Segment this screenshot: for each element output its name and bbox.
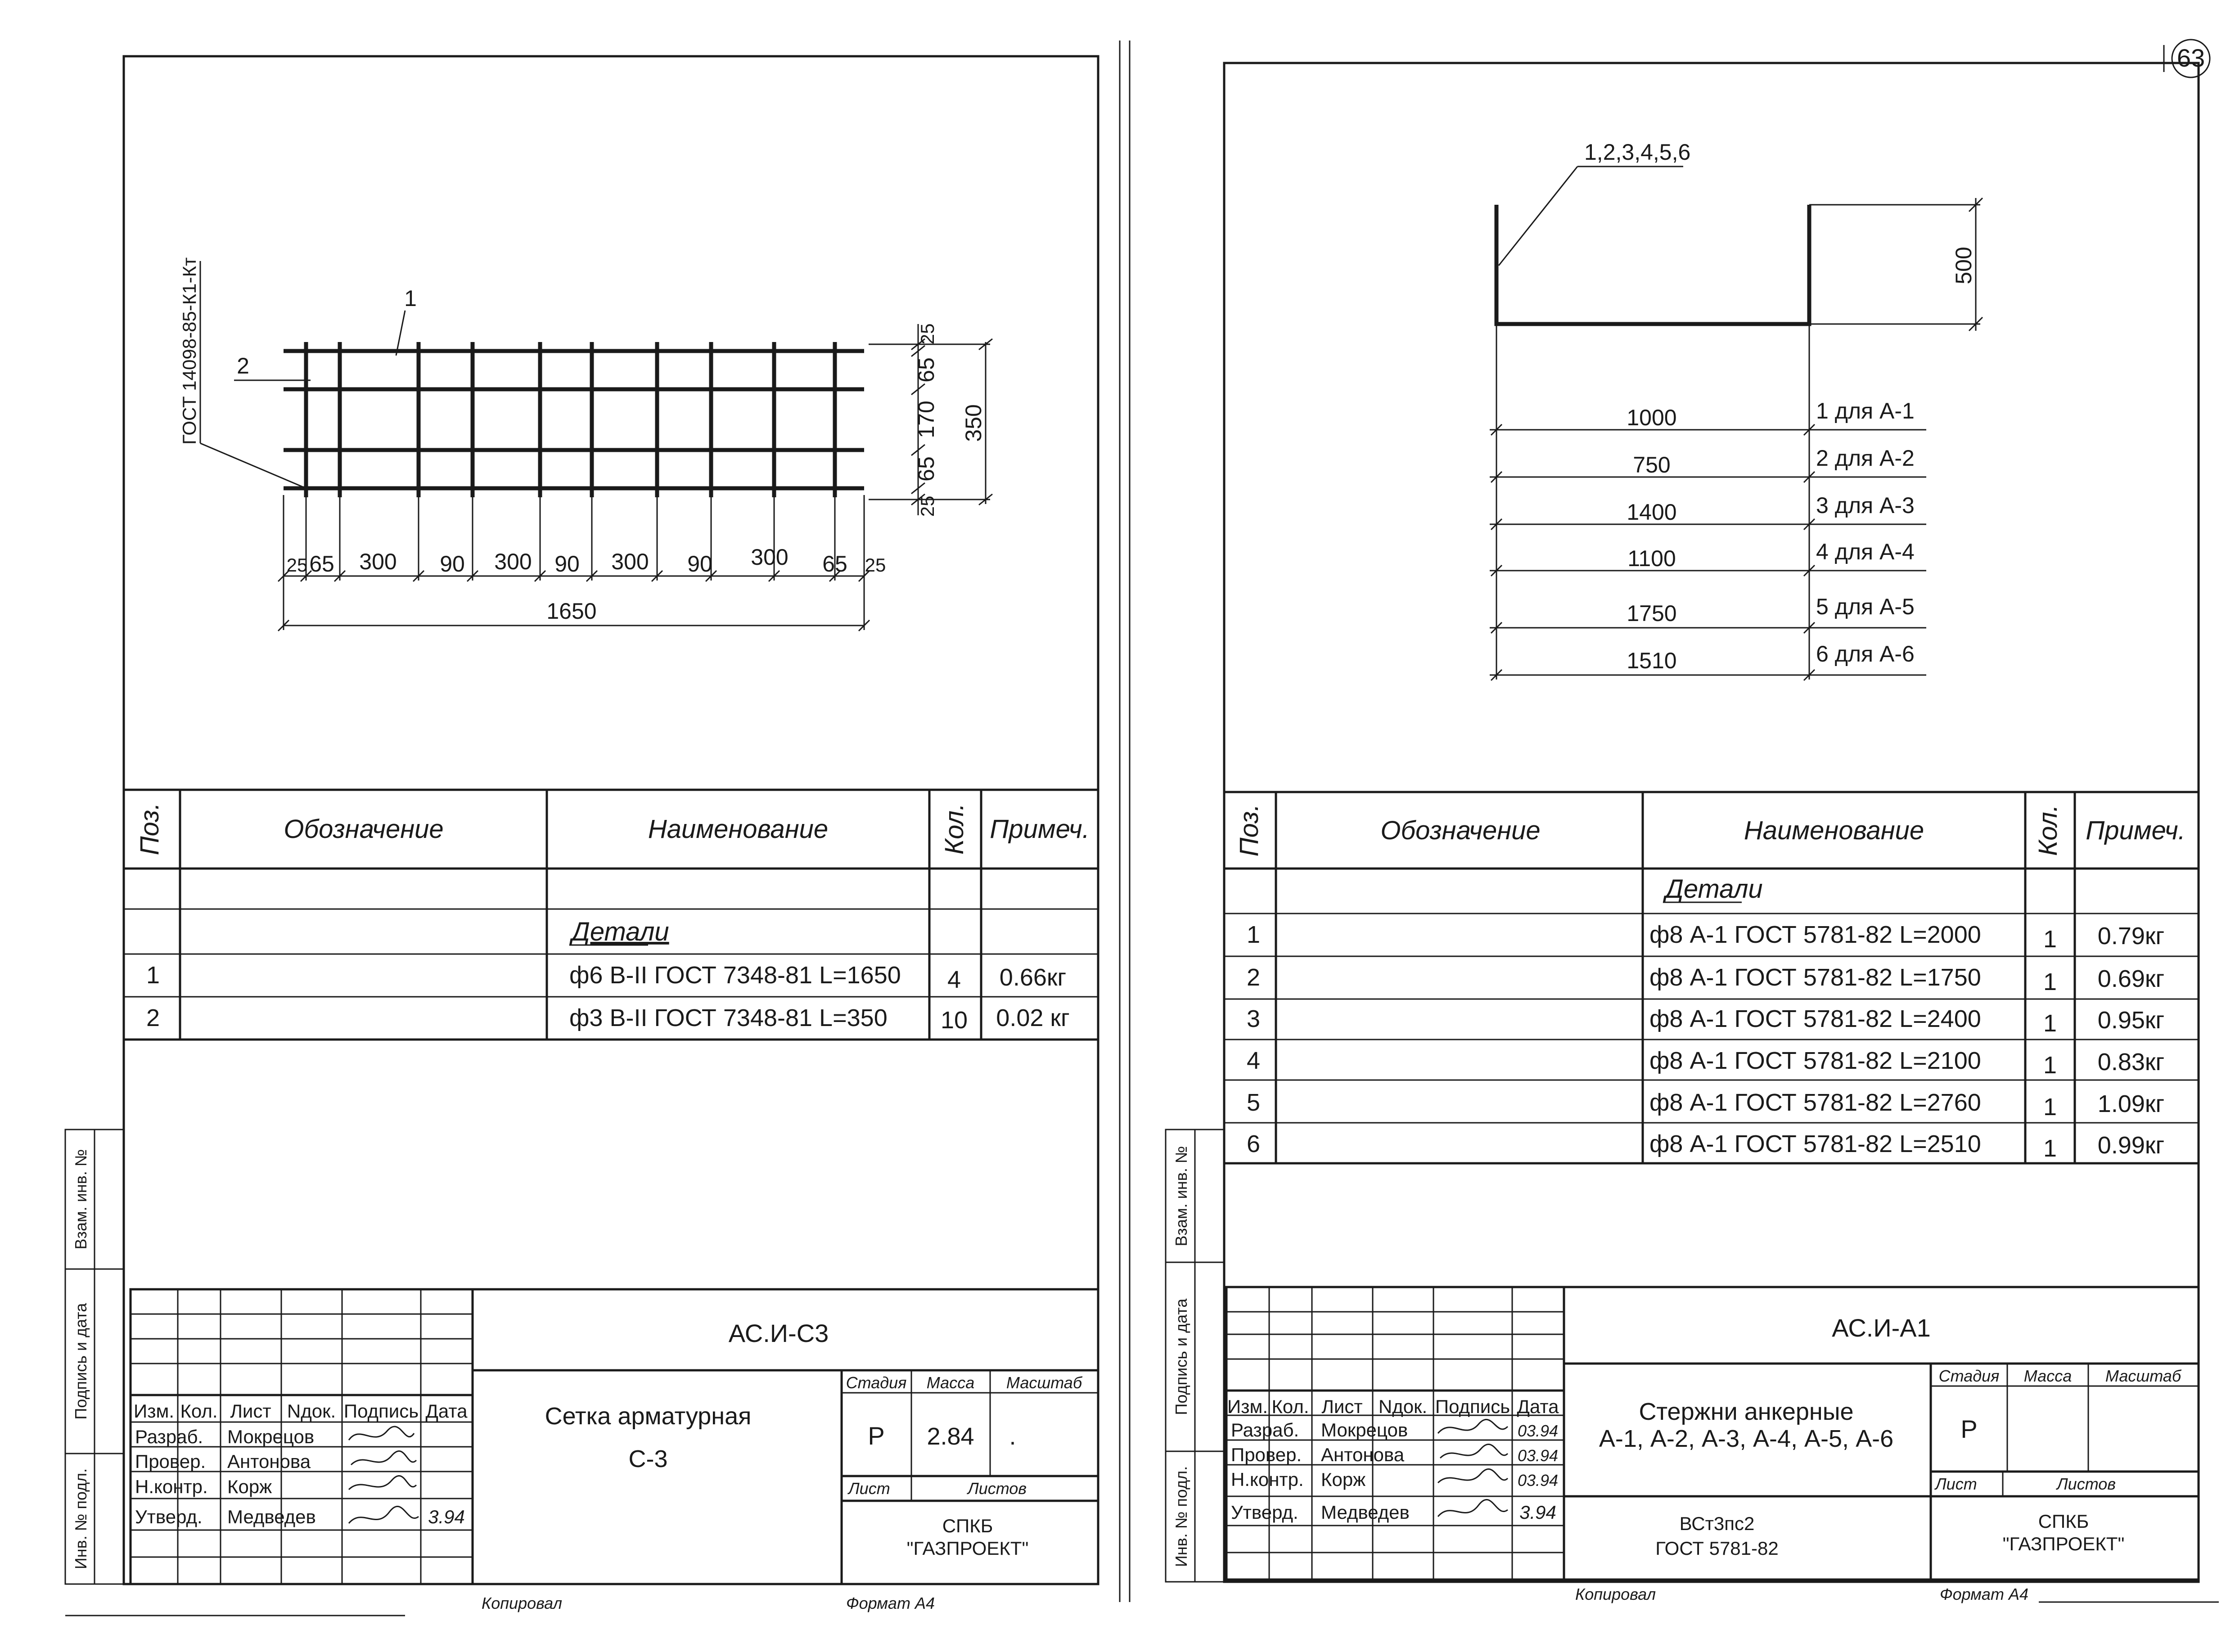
right-tb-sheets-head: Листов [2057, 1475, 2116, 1493]
right-tb-material-2: ГОСТ 5781-82 [1655, 1538, 1779, 1559]
left-tb-role-3: Н.контр. [135, 1476, 208, 1497]
rod-length-3: 1400 [1627, 500, 1677, 525]
rod-variant-6: 6 для А-6 [1816, 641, 1915, 666]
right-stamp-podpis: Подпись и дата [1172, 1298, 1190, 1415]
left-sheet [65, 56, 1098, 1612]
left-row1-name: ф6 В-II ГОСТ 7348-81 L=1650 [569, 962, 901, 989]
rod-length-1: 1000 [1627, 405, 1677, 430]
rod-variant-4: 4 для А-4 [1816, 539, 1915, 564]
left-tb-role-1: Разраб. [135, 1426, 203, 1447]
hdim-90-2: 90 [554, 551, 580, 576]
hdim-overall-1650: 1650 [546, 599, 597, 624]
left-row1-note: 0.66кг [999, 964, 1067, 991]
right-tb-scale-head: Масштаб [2105, 1367, 2181, 1385]
left-title-block [131, 1289, 1098, 1612]
left-stamp-podpis: Подпись и дата [72, 1303, 90, 1420]
left-tb-title-2: С-3 [628, 1445, 668, 1472]
hdim-300-4: 300 [751, 545, 789, 570]
right-row6-note: 0.99кг [2097, 1132, 2165, 1159]
left-tb-mass: 2.84 [927, 1423, 974, 1450]
right-th-qty: Кол. [2033, 805, 2063, 856]
vdim-65-bottom: 65 [914, 456, 939, 482]
mesh-cross-bars [306, 342, 835, 497]
left-tb-h-izm: Изм. [134, 1400, 174, 1422]
left-tb-sheets-head: Листов [968, 1479, 1027, 1498]
right-title-block [1226, 1287, 2199, 1603]
hdim-300-2: 300 [494, 549, 532, 574]
anchor-rod-shape [1496, 205, 1809, 324]
right-tb-stage-head: Стадия [1938, 1367, 2000, 1385]
right-row6-name: ф8 А-1 ГОСТ 5781-82 L=2510 [1649, 1130, 1981, 1157]
pos-label-1: 1 [404, 286, 417, 311]
left-tb-org-2: "ГАЗПРОЕКТ" [906, 1538, 1029, 1559]
left-tb-name-4: Медведев [227, 1506, 316, 1527]
right-tb-role-1: Разраб. [1231, 1419, 1299, 1440]
left-th-poz: Поз. [135, 802, 164, 855]
left-tb-stage-head: Стадия [846, 1373, 907, 1392]
left-tb-code: АС.И-С3 [728, 1319, 829, 1347]
right-tb-role-4: Утверд. [1231, 1502, 1298, 1523]
left-th-name: Наименование [648, 815, 829, 844]
signature-scribble [1440, 1444, 1508, 1458]
right-tb-org-2: "ГАЗПРОЕКТ" [2002, 1533, 2125, 1554]
right-row4-note: 0.83кг [2097, 1049, 2165, 1076]
right-tb-title-2: А-1, А-2, А-3, А-4, А-5, А-6 [1599, 1425, 1894, 1452]
mesh-drawing [179, 257, 992, 631]
vdim-25-top: 25 [917, 323, 938, 345]
left-tb-h-list: Лист [230, 1400, 271, 1422]
left-tb-scale: . [1009, 1423, 1016, 1450]
left-row2-qty: 10 [940, 1007, 968, 1034]
hdim-90-1: 90 [440, 551, 465, 576]
left-tb-date-4: 3.94 [428, 1506, 465, 1527]
pos-label-2: 2 [237, 353, 249, 378]
right-tb-date-4: 3.94 [1519, 1502, 1556, 1523]
signature-scribble [1438, 1469, 1508, 1483]
right-row5-note: 1.09кг [2097, 1090, 2165, 1117]
left-tb-scale-head: Масштаб [1006, 1373, 1082, 1392]
right-tb-h-list: Лист [1321, 1396, 1363, 1417]
left-tb-h-data: Дата [425, 1400, 468, 1422]
right-row1-qty: 1 [2043, 926, 2057, 953]
left-tb-org-1: СПКБ [942, 1515, 993, 1536]
left-tb-mass-head: Масса [926, 1373, 975, 1392]
right-row4-name: ф8 А-1 ГОСТ 5781-82 L=2100 [1649, 1047, 1981, 1074]
left-tb-name-2: Антонова [227, 1451, 311, 1472]
left-side-stamp [65, 1130, 124, 1584]
right-row5-qty: 1 [2043, 1094, 2057, 1121]
right-side-stamp [1166, 1130, 1224, 1582]
left-footer-copied: Копировал [482, 1594, 563, 1612]
hdim-25-left: 25 [286, 554, 308, 576]
left-row1-qty: 4 [947, 966, 961, 993]
page-number-text: 63 [2176, 44, 2205, 72]
left-tb-role-4: Утверд. [135, 1506, 203, 1527]
left-spec-table [124, 790, 1098, 1040]
hdim-65-right: 65 [822, 551, 847, 576]
left-tb-h-ndok: Nдок. [287, 1400, 336, 1422]
signature-scribble [349, 1476, 416, 1490]
left-tb-name-1: Мокрецов [227, 1426, 315, 1447]
right-row3-name: ф8 А-1 ГОСТ 5781-82 L=2400 [1649, 1005, 1981, 1032]
right-row6-poz: 6 [1246, 1130, 1261, 1157]
right-th-note: Примеч. [2086, 816, 2185, 845]
page-number [2164, 40, 2210, 77]
right-footer-format: Формат А4 [1940, 1585, 2028, 1603]
right-tb-date-3: 03.94 [1517, 1471, 1559, 1490]
right-tb-h-data: Дата [1517, 1396, 1559, 1417]
right-row2-qty: 1 [2043, 968, 2057, 995]
right-row1-note: 0.79кг [2097, 923, 2165, 950]
right-tb-role-3: Н.контр. [1231, 1469, 1304, 1490]
right-row3-qty: 1 [2043, 1010, 2057, 1037]
right-stamp-vzam: Взам. инв. № [1172, 1146, 1190, 1247]
right-row4-qty: 1 [2043, 1052, 2057, 1079]
left-tb-sheet-head: Лист [848, 1479, 890, 1498]
signature-scribble [1438, 1419, 1508, 1433]
signature-scribble [349, 1427, 414, 1440]
left-tb-stage: Р [868, 1422, 885, 1450]
right-tb-role-2: Провер. [1231, 1444, 1302, 1465]
right-th-poz: Поз. [1235, 804, 1264, 857]
rod-leader-label: 1,2,3,4,5,6 [1584, 140, 1691, 165]
right-row2-poz: 2 [1246, 964, 1261, 991]
right-tb-name-2: Антонова [1321, 1444, 1405, 1465]
right-stamp-inv: Инв. № подл. [1172, 1466, 1190, 1567]
left-section-details: Детали [572, 917, 669, 946]
rod-length-2: 750 [1633, 452, 1671, 477]
rod-variant-3: 3 для А-3 [1816, 493, 1915, 518]
hdim-90-3: 90 [687, 551, 712, 576]
right-tb-h-izm: Изм. [1227, 1396, 1268, 1417]
right-row6-qty: 1 [2043, 1135, 2057, 1162]
right-tb-date-1: 03.94 [1517, 1422, 1559, 1440]
right-row2-name: ф8 А-1 ГОСТ 5781-82 L=1750 [1649, 964, 1981, 991]
left-th-designation: Обозначение [284, 815, 444, 844]
right-th-designation: Обозначение [1380, 816, 1541, 845]
right-tb-sheet-head: Лист [1935, 1475, 1977, 1493]
signature-scribble [351, 1451, 416, 1465]
left-tb-h-podpis: Подпись [343, 1400, 419, 1422]
left-row2-note: 0.02 кг [996, 1004, 1070, 1031]
right-tb-h-podpis: Подпись [1435, 1396, 1510, 1417]
right-tb-h-kol: Кол. [1271, 1396, 1309, 1417]
rod-variant-5: 5 для А-5 [1816, 594, 1915, 619]
vdim-170: 170 [914, 401, 939, 438]
right-row3-poz: 3 [1246, 1005, 1261, 1032]
left-tb-role-2: Провер. [135, 1451, 206, 1472]
left-th-note: Примеч. [990, 815, 1090, 844]
right-row5-name: ф8 А-1 ГОСТ 5781-82 L=2760 [1649, 1089, 1981, 1116]
leader-gost: ГОСТ 14098-85-К1-Кт [179, 257, 200, 445]
vdim-65-top: 65 [914, 357, 939, 383]
hdim-65-left: 65 [309, 551, 334, 576]
right-sheet [1166, 63, 2199, 1603]
right-section-details: Детали [1665, 874, 1763, 904]
rod-length-6: 1510 [1627, 648, 1677, 673]
left-th-qty: Кол. [940, 803, 969, 855]
right-row1-name: ф8 А-1 ГОСТ 5781-82 L=2000 [1649, 921, 1981, 948]
left-tb-h-kol: Кол. [180, 1400, 218, 1422]
hdim-300-1: 300 [359, 549, 397, 574]
right-row1-poz: 1 [1246, 921, 1261, 948]
hdim-300-3: 300 [611, 549, 649, 574]
left-tb-name-3: Корж [227, 1476, 272, 1497]
left-footer-format: Формат А4 [846, 1594, 935, 1612]
right-tb-mass-head: Масса [2023, 1367, 2072, 1385]
right-row5-poz: 5 [1246, 1089, 1261, 1116]
rod-height-dim: 500 [1951, 247, 1976, 284]
right-row2-note: 0.69кг [2097, 965, 2165, 992]
rod-variant-2: 2 для А-2 [1816, 446, 1915, 471]
right-row4-poz: 4 [1246, 1047, 1261, 1074]
left-tb-title-1: Сетка арматурная [545, 1403, 752, 1430]
right-tb-name-3: Корж [1321, 1469, 1366, 1490]
right-row3-note: 0.95кг [2097, 1007, 2165, 1034]
left-row2-poz: 2 [146, 1004, 160, 1031]
right-th-name: Наименование [1744, 816, 1924, 845]
right-spec-table [1224, 792, 2199, 1163]
signature-scribble [349, 1506, 419, 1523]
right-footer-copied: Копировал [1575, 1585, 1656, 1603]
left-stamp-inv: Инв. № подл. [72, 1468, 90, 1570]
right-tb-material-1: ВСт3пс2 [1679, 1513, 1755, 1534]
left-stamp-vzam: Взам. инв. № [72, 1149, 90, 1250]
rod-length-4: 1100 [1627, 546, 1676, 571]
anchor-rod-drawing [1490, 140, 1983, 680]
right-tb-stage: Р [1960, 1415, 1978, 1443]
right-tb-title-1: Стержни анкерные [1639, 1398, 1854, 1425]
rod-variant-1: 1 для А-1 [1816, 398, 1915, 423]
vdim-25-bottom: 25 [917, 495, 938, 517]
right-tb-h-ndok: Nдок. [1378, 1396, 1428, 1417]
signature-scribble [1438, 1499, 1508, 1517]
right-tb-date-2: 03.94 [1517, 1446, 1559, 1465]
right-tb-org-1: СПКБ [2038, 1511, 2089, 1532]
rod-length-5: 1750 [1627, 601, 1677, 626]
right-tb-name-4: Медведев [1321, 1502, 1410, 1523]
right-tb-code: АС.И-А1 [1832, 1314, 1931, 1342]
right-tb-name-1: Мокрецов [1321, 1419, 1408, 1440]
hdim-25-right: 25 [865, 554, 886, 576]
left-row2-name: ф3 В-II ГОСТ 7348-81 L=350 [569, 1004, 888, 1031]
vdim-overall-350: 350 [961, 404, 986, 442]
left-row1-poz: 1 [146, 962, 160, 989]
